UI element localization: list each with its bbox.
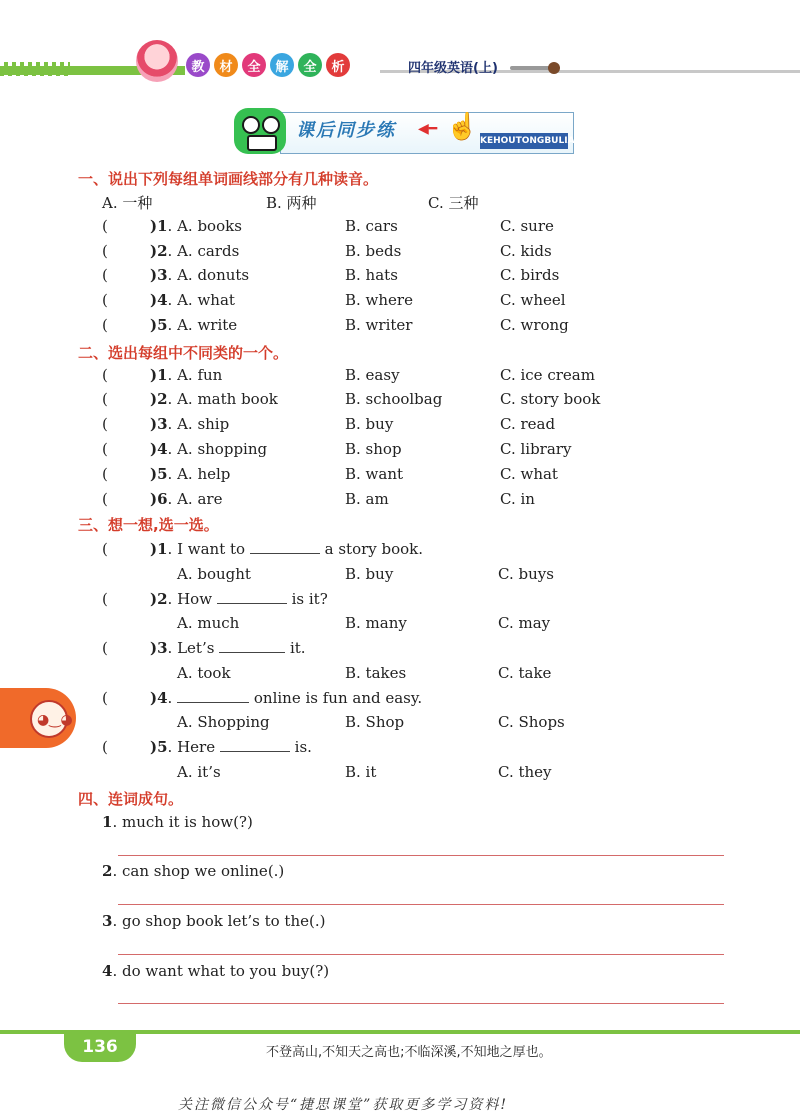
answer-paren[interactable]: (	[102, 316, 108, 334]
section-1-title: 一、说出下列每组单词画线部分有几种读音。	[78, 170, 379, 188]
arrow-icon: ◀━	[418, 121, 438, 137]
choice-a: A. it’s	[177, 763, 221, 781]
title-char: 解	[270, 53, 294, 77]
sentence-item: 1. much it is how(?)	[102, 813, 253, 831]
question-item: )2. A. math book	[150, 390, 278, 408]
choice-c: C. in	[500, 490, 535, 508]
choice-c: C. buys	[498, 565, 554, 583]
choice-c: C. birds	[500, 266, 560, 284]
choice-c: C. they	[498, 763, 552, 781]
question-stem: )5. Here is.	[150, 738, 312, 756]
choice-b: B. Shop	[345, 713, 405, 731]
question-stem: )1. I want to a story book.	[150, 540, 424, 558]
question-stem: )4. online is fun and easy.	[150, 689, 423, 707]
blank-line[interactable]	[177, 702, 249, 703]
mascot-girl-icon	[136, 40, 178, 82]
question-item: )3. A. ship	[150, 415, 230, 433]
question-item: )4. A. shopping	[150, 440, 268, 458]
title-char: 教	[186, 53, 210, 77]
green-monster-icon	[234, 108, 286, 154]
choice-c: C. may	[498, 614, 551, 632]
blank-line[interactable]	[219, 652, 285, 653]
choice-b: B. buy	[345, 565, 394, 583]
title-char: 全	[242, 53, 266, 77]
blank-line[interactable]	[250, 553, 320, 554]
grade-label: 四年级英语(上)	[408, 61, 498, 76]
choice-b: B. it	[345, 763, 377, 781]
answer-paren[interactable]: (	[102, 440, 108, 458]
answer-paren[interactable]: (	[102, 738, 108, 756]
answer-paren[interactable]: (	[102, 242, 108, 260]
question-item: )4. A. what	[150, 291, 235, 309]
choice-b: B. buy	[345, 415, 394, 433]
answer-paren[interactable]: (	[102, 366, 108, 384]
question-item: )1. A. fun	[150, 366, 223, 384]
answer-paren[interactable]: (	[102, 291, 108, 309]
choice-b: B. many	[345, 614, 407, 632]
question-stem: )3. Let’s it.	[150, 639, 306, 657]
choice-c: C. wheel	[500, 291, 566, 309]
question-item: )1. A. books	[150, 217, 242, 235]
footer-quote: 不登高山,不知天之高也;不临深溪,不知地之厚也。	[266, 1045, 552, 1060]
option-b: B. 两种	[266, 194, 317, 212]
writing-line[interactable]	[118, 855, 724, 856]
choice-c: C. sure	[500, 217, 554, 235]
question-item: )2. A. cards	[150, 242, 240, 260]
question-item: )5. A. help	[150, 465, 231, 483]
choice-a: A. Shopping	[177, 713, 270, 731]
choice-b: B. schoolbag	[345, 390, 443, 408]
question-item: )6. A. are	[150, 490, 223, 508]
choice-b: B. writer	[345, 316, 413, 334]
choice-b: B. hats	[345, 266, 398, 284]
sentence-item: 4. do want what to you buy(?)	[102, 962, 330, 980]
banner-subtitle: KEHOUTONGBULIAN	[480, 133, 568, 149]
writing-line[interactable]	[118, 954, 724, 955]
banner-title: 课后同步练	[296, 120, 396, 141]
option-c: C. 三种	[428, 194, 479, 212]
choice-c: C. what	[500, 465, 558, 483]
choice-b: B. cars	[345, 217, 398, 235]
choice-a: A. much	[177, 614, 240, 632]
blank-line[interactable]	[217, 603, 287, 604]
question-stem: )2. How is it?	[150, 590, 328, 608]
title-char: 析	[326, 53, 350, 77]
choice-a: A. bought	[177, 565, 251, 583]
section-3-title: 三、想一想,选一选。	[78, 516, 219, 534]
choice-b: B. easy	[345, 366, 400, 384]
choice-c: C. Shops	[498, 713, 565, 731]
choice-b: B. want	[345, 465, 404, 483]
answer-paren[interactable]: (	[102, 266, 108, 284]
monster-mouth-icon	[247, 135, 277, 151]
book-title	[186, 53, 350, 77]
blank-line[interactable]	[220, 751, 290, 752]
answer-paren[interactable]: (	[102, 465, 108, 483]
writing-line[interactable]	[118, 904, 724, 905]
question-item: )5. A. write	[150, 316, 238, 334]
answer-paren[interactable]: (	[102, 217, 108, 235]
choice-b: B. shop	[345, 440, 402, 458]
question-item: )3. A. donuts	[150, 266, 250, 284]
choice-c: C. library	[500, 440, 572, 458]
answer-paren[interactable]: (	[102, 415, 108, 433]
pen-tip-icon	[548, 62, 560, 74]
answer-paren[interactable]: (	[102, 490, 108, 508]
mascot-eyes-icon: ◕‿◕	[37, 712, 73, 728]
writing-line[interactable]	[118, 1003, 724, 1004]
section-2-title: 二、选出每组中不同类的一个。	[78, 344, 289, 362]
sentence-item: 2. can shop we online(.)	[102, 862, 285, 880]
answer-paren[interactable]: (	[102, 540, 108, 558]
choice-b: B. where	[345, 291, 413, 309]
title-char: 材	[214, 53, 238, 77]
choice-c: C. story book	[500, 390, 601, 408]
choice-b: B. am	[345, 490, 389, 508]
choice-b: B. beds	[345, 242, 402, 260]
choice-c: C. kids	[500, 242, 552, 260]
choice-b: B. takes	[345, 664, 407, 682]
answer-paren[interactable]: (	[102, 639, 108, 657]
choice-c: C. take	[498, 664, 552, 682]
pointing-hand-icon: ☝	[446, 112, 479, 142]
answer-paren[interactable]: (	[102, 590, 108, 608]
choice-c: C. ice cream	[500, 366, 595, 384]
sentence-item: 3. go shop book let’s to the(.)	[102, 912, 326, 930]
choice-a: A. took	[177, 664, 231, 682]
monster-eye-icon	[242, 116, 260, 134]
choice-c: C. wrong	[500, 316, 569, 334]
watermark-text: 关注微信公众号“捷思课堂”获取更多学习资料!	[178, 1097, 508, 1113]
title-char: 全	[298, 53, 322, 77]
answer-paren[interactable]: (	[102, 689, 108, 707]
option-a: A. 一种	[102, 194, 153, 212]
section-4-title: 四、连词成句。	[78, 790, 184, 808]
monster-eye-icon	[262, 116, 280, 134]
page-number: 136	[64, 1034, 136, 1062]
choice-c: C. read	[500, 415, 556, 433]
answer-paren[interactable]: (	[102, 390, 108, 408]
